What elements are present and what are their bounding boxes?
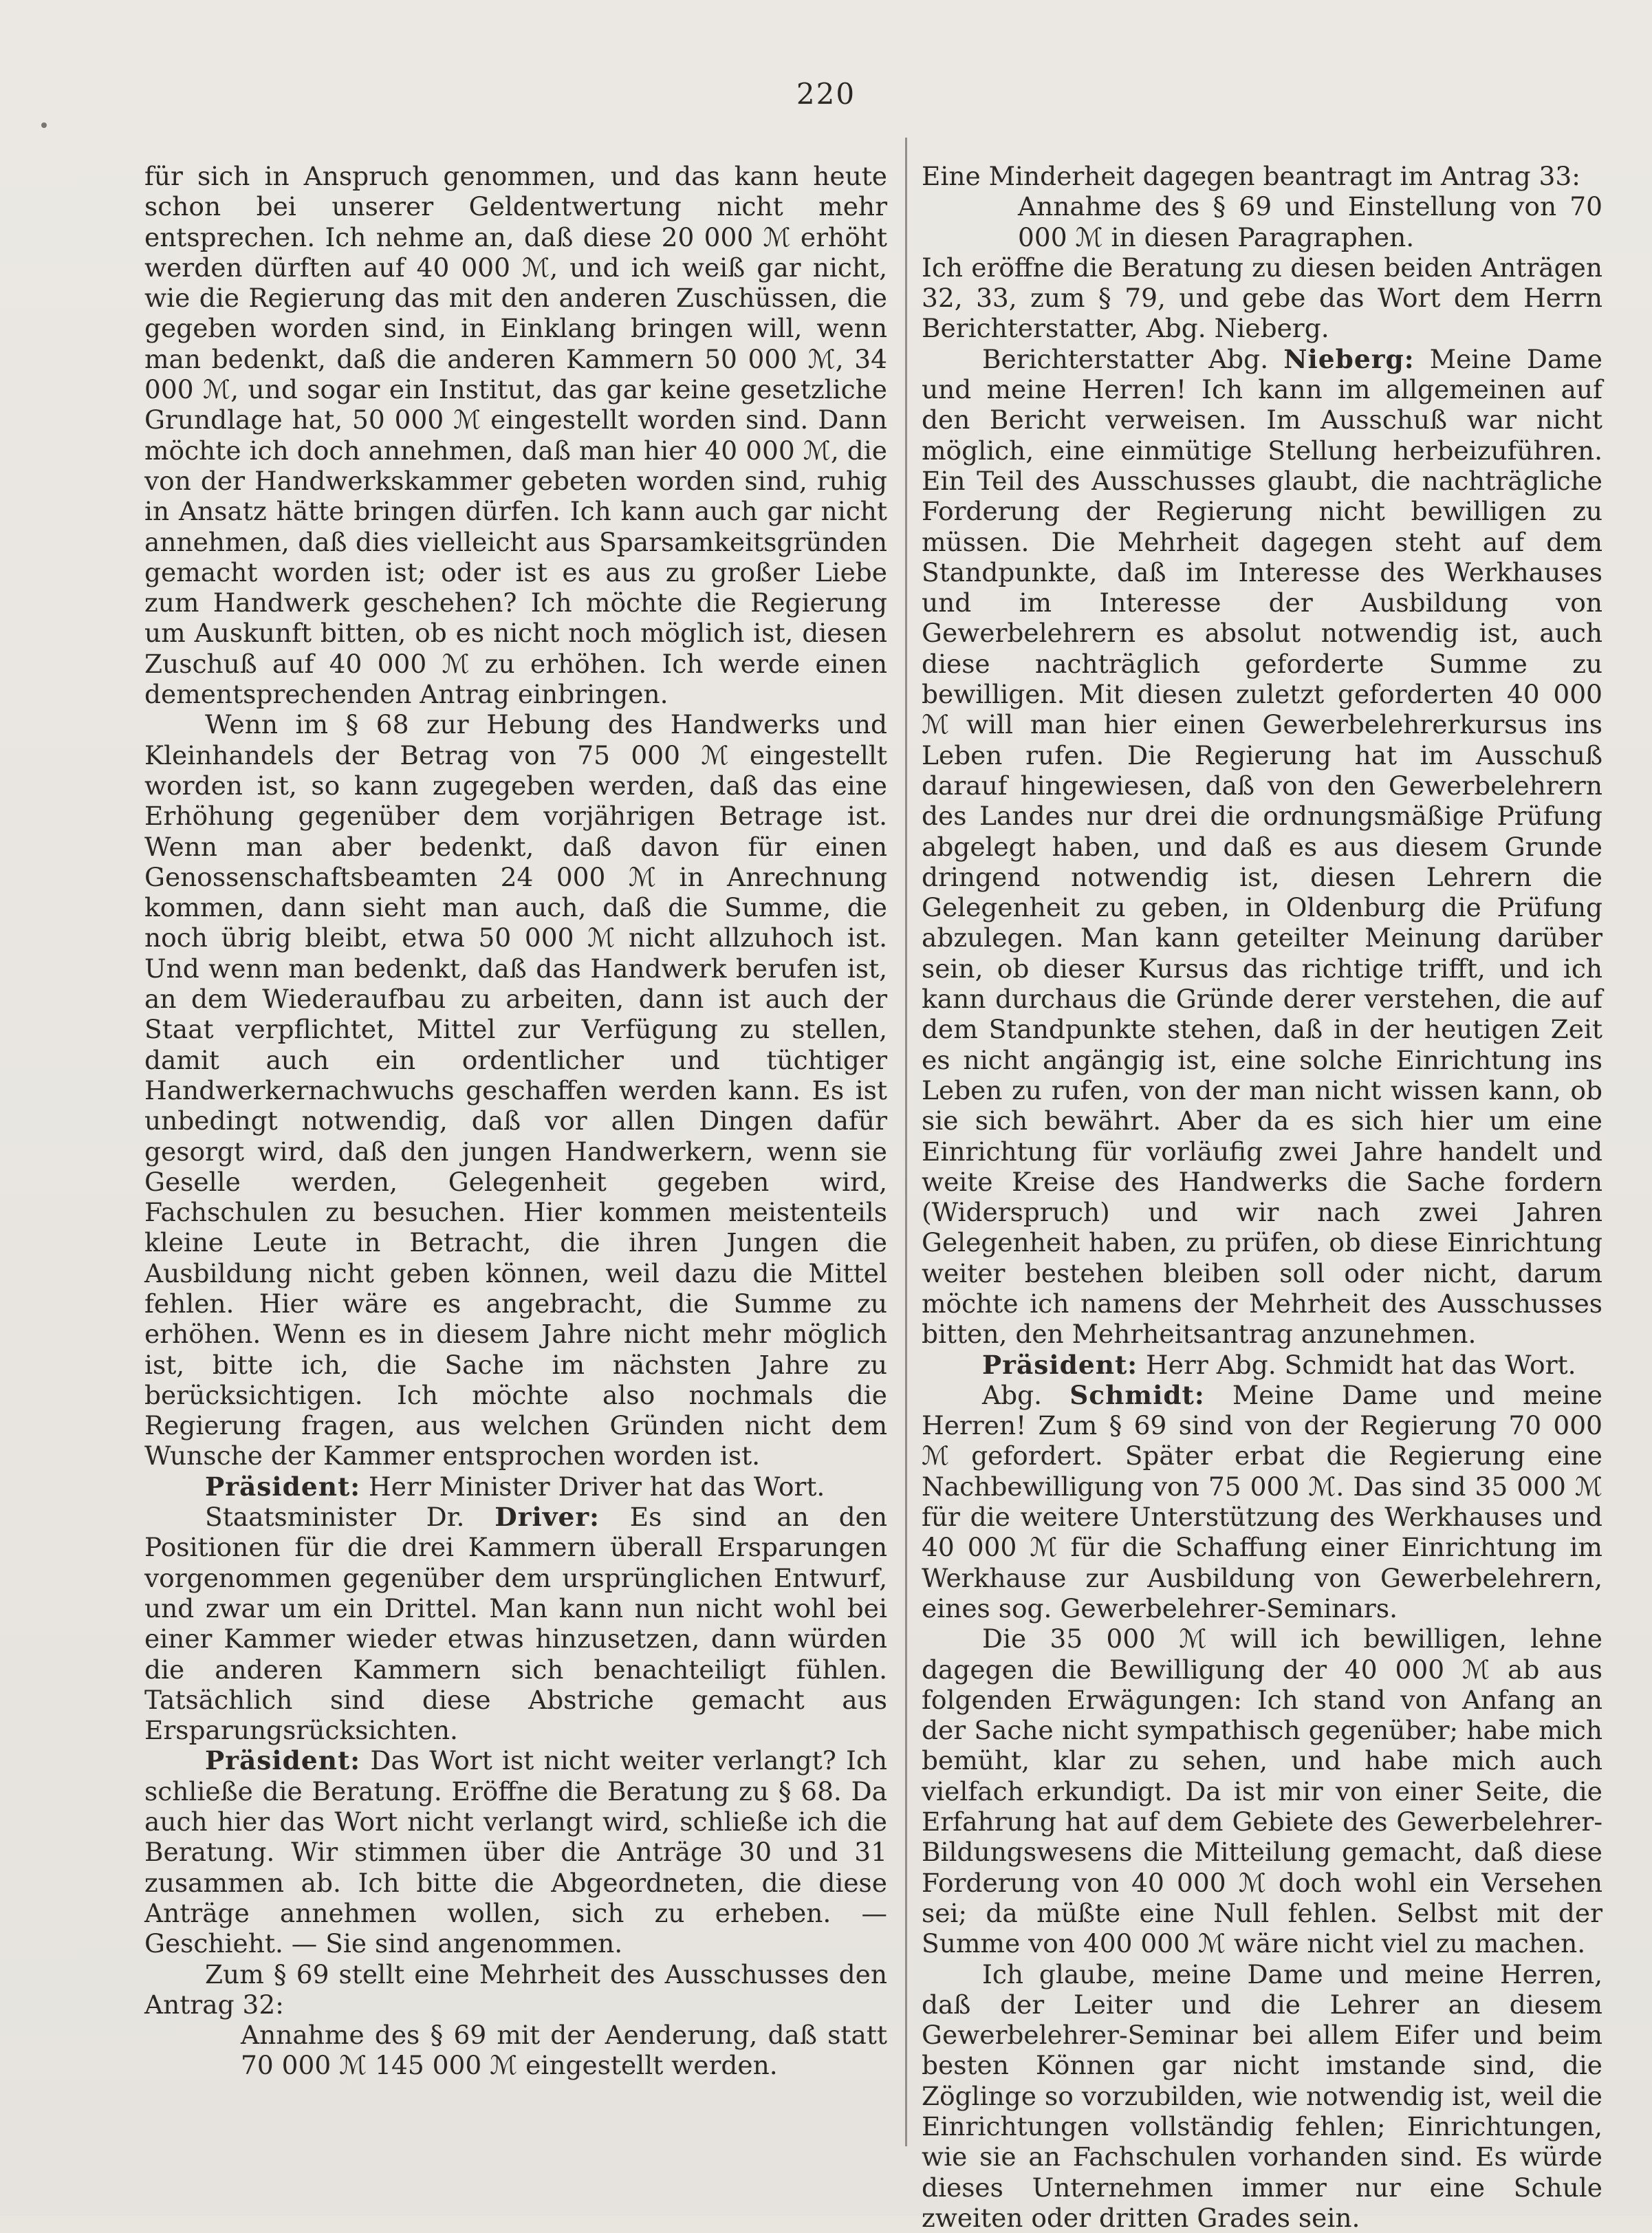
left-column [144,161,887,2081]
speech-paragraph [144,1745,887,1959]
speaker-role: Staatsminister Dr. [205,1502,495,1533]
speaker-name: Nieberg: [1283,343,1415,374]
speech-text: Es sind an den Positionen für die drei Kammern überall Ersparungen vorgenommen gegenüber dem ursprünglichen Entwurf, und zwar um ein Drittel. Man kann nun nicht wohl bei einer Kammer wieder etwas hinzusetzen, dann würden die anderen Kammern sich benachteiligt fühlen. Tatsächlich sind diese Abstriche gemacht aus Ersparungsrücksichten. [144,1502,887,1746]
speech-text: Herr Abg. Schmidt hat das Wort. [1138,1349,1576,1380]
paragraph [922,1959,1602,2233]
motion-quote [144,2020,887,2081]
paragraph-text: Annahme des § 69 mit der Aenderung, daß statt 70 000 ℳ 145 000 ℳ eingestellt werden. [241,2020,887,2081]
speech-text: Herr Minister Driver hat das Wort. [360,1471,825,1502]
paragraph [922,252,1602,344]
speech-paragraph [922,1350,1602,1380]
speaker-role: Berichterstatter Abg. [982,343,1284,374]
motion-quote [922,191,1602,252]
paragraph [144,161,887,709]
paragraph-text: Ich eröffne die Beratung zu diesen beiden Anträgen 32, 33, zum § 79, und gebe das Wort dem Herrn Berichterstatter, Abg. Nieberg. [922,252,1602,344]
paragraph-text: Eine Minderheit dagegen beantragt im Antrag 33: [922,161,1580,191]
speech-paragraph [922,344,1602,1350]
speech-text: Meine Dame und meine Herren! Zum § 69 sind von der Regierung 70 000 ℳ gefordert. Später erbat die Regierung eine Nachbewilligung von 75 000 ℳ. Das sind 35 000 ℳ für die weitere Unterstützung des Werkhauses und 40 000 ℳ für die Schaffung einer Einrichtung im Werkhause zur Ausbildung von Gewerbelehrern, eines sog. Gewerbelehrer-Seminars. [922,1379,1602,1623]
ink-speck [41,122,47,128]
speaker-name: Präsident: [205,1745,361,1776]
paragraph-text: Ich glaube, meine Dame und meine Herren, daß der Leiter und die Lehrer an diesem Gewerbelehrer-Seminar bei allem Eifer und beim besten Können gar nicht imstande sind, die Zöglinge so vorzubilden, wie notwendig ist, weil die Einrichtungen vollständig fehlen; Einrichtungen, wie sie an Fachschulen vorhanden sind. Es würde dieses Unternehmen immer nur eine Schule zweiten oder dritten Grades sein. [922,1959,1602,2233]
page-number: 220 [796,77,856,111]
paragraph [144,1959,887,2020]
speaker-name: Schmidt: [1069,1379,1205,1410]
speech-paragraph [922,1380,1602,1623]
paragraph [144,709,887,1471]
paragraph-text: Zum § 69 stellt eine Mehrheit des Ausschusses den Antrag 32: [144,1959,887,2020]
paragraph [922,1623,1602,1959]
speaker-name: Präsident: [982,1349,1138,1380]
paragraph-text: Annahme des § 69 und Einstellung von 70 000 ℳ in diesen Paragraphen. [1018,191,1602,252]
paragraph-text: für sich in Anspruch genommen, und das kann heute schon bei unserer Geldentwertung nicht mehr entsprechen. Ich nehme an, daß diese 20 000 ℳ erhöht werden dürften auf 40 000 ℳ, und ich weiß gar nicht, wie die Regierung das mit den anderen Zuschüssen, die gegeben worden sind, in Einklang bringen will, wenn man bedenkt, daß die anderen Kammern 50 000 ℳ, 34 000 ℳ, und sogar ein Institut, das gar keine gesetzliche Grundlage hat, 50 000 ℳ eingestellt worden sind. Dann möchte ich doch annehmen, daß man hier 40 000 ℳ, die von der Handwerkskammer gebeten worden sind, ruhig in Ansatz hätte bringen dürfen. Ich kann auch gar nicht annehmen, daß dies vielleicht aus Sparsamkeitsgründen gemacht worden ist; oder ist es aus zu großer Liebe zum Handwerk geschehen? Ich möchte die Regierung um Auskunft bitten, ob es nicht noch möglich ist, diesen Zuschuß auf 40 000 ℳ zu erhöhen. Ich werde einen dementsprechenden Antrag einbringen. [144,161,887,710]
speaker-name: Präsident: [205,1471,361,1502]
paragraph-text: Die 35 000 ℳ will ich bewilligen, lehne dagegen die Bewilligung der 40 000 ℳ ab aus folgenden Erwägungen: Ich stand von Anfang an der Sache nicht sympathisch gegenüber; habe mich bemüht, klar zu sehen, und habe mich auch vielfach erkundigt. Da ist mir von einer Seite, die Erfahrung hat auf dem Gebiete des Gewerbelehrer-Bildungswesens die Mitteilung gemacht, daß diese Forderung von 40 000 ℳ doch wohl ein Versehen sei; da müßte eine Null fehlen. Selbst mit der Summe von 400 000 ℳ wäre nicht viel zu machen. [922,1623,1602,1959]
speaker-role: Abg. [982,1379,1070,1410]
speaker-name: Driver: [494,1502,600,1533]
right-column [922,161,1602,2233]
speech-text: Das Wort ist nicht weiter verlangt? Ich schließe die Beratung. Eröffne die Beratung zu § 68. Da auch hier das Wort nicht verlangt wird, schließe ich die Beratung. Wir stimmen über die Anträge 30 und 31 zusammen ab. Ich bitte die Abgeordneten, die diese Anträge annehmen wollen, sich zu erheben. — Geschieht. — Sie sind angenommen. [144,1745,887,1959]
paragraph-text: Wenn im § 68 zur Hebung des Handwerks und Kleinhandels der Betrag von 75 000 ℳ eingestellt worden ist, so kann zugegeben werden, daß das eine Erhöhung gegenüber dem vorjährigen Betrage ist. Wenn man aber bedenkt, daß davon für einen Genossenschaftsbeamten 24 000 ℳ in Anrechnung kommen, dann sieht man auch, daß die Summe, die noch übrig bleibt, etwa 50 000 ℳ nicht allzuhoch ist. Und wenn man bedenkt, daß das Handwerk berufen ist, an dem Wiederaufbau zu arbeiten, dann ist auch der Staat verpflichtet, Mittel zur Verfügung zu stellen, damit auch ein ordentlicher und tüchtiger Handwerkernachwuchs geschaffen werden kann. Es ist unbedingt notwendig, daß vor allen Dingen dafür gesorgt wird, daß den jungen Handwerkern, wenn sie Geselle werden, Gelegenheit gegeben wird, Fachschulen zu besuchen. Hier kommen meistenteils kleine Leute in Betracht, die ihren Jungen die Ausbildung nicht geben können, weil dazu die Mittel fehlen. Hier wäre es angebracht, die Summe zu erhöhen. Wenn es in diesem Jahre nicht mehr möglich ist, bitte ich, die Sache im nächsten Jahre zu berücksichtigen. Ich möchte also nochmals die Regierung fragen, aus welchen Gründen nicht dem Wunsche der Kammer entsprochen worden ist. [144,709,887,1471]
speech-paragraph [144,1471,887,1502]
speech-text: Meine Dame und meine Herren! Ich kann im allgemeinen auf den Bericht verweisen. Im Ausschuß war nicht möglich, eine einmütige Stellung herbeizuführen. Ein Teil des Ausschusses glaubt, die nachträgliche Forderung der Regierung nicht bewilligen zu müssen. Die Mehrheit dagegen steht auf dem Standpunkte, daß im Interesse des Werkhauses und im Interesse der Ausbildung von Gewerbelehrern es absolut notwendig ist, auch diese nachträglich geforderte Summe zu bewilligen. Mit diesen zuletzt geforderten 40 000 ℳ will man hier einen Gewerbelehrerkursus ins Leben rufen. Die Regierung hat im Ausschuß darauf hingewiesen, daß von den Gewerbelehrern des Landes nur drei die ordnungsmäßige Prüfung abgelegt haben, und daß es aus diesem Grunde dringend notwendig ist, diesen Lehrern die Gelegenheit zu geben, in Oldenburg die Prüfung abzulegen. Man kann geteilter Meinung darüber sein, ob dieser Kursus das richtige trifft, und ich kann durchaus die Gründe derer verstehen, die auf dem Standpunkte stehen, daß in der heutigen Zeit es nicht angängig ist, eine solche Einrichtung ins Leben zu rufen, von der man nicht wissen kann, ob sie sich bewährt. Aber da es sich hier um eine Einrichtung für vorläufig zwei Jahre handelt und weite Kreise des Handwerks die Sache fordern (Widerspruch) und wir nach zwei Jahren Gelegenheit haben, zu prüfen, ob diese Einrichtung weiter bestehen bleiben soll oder nicht, darum möchte ich namens der Mehrheit des Ausschusses bitten, den Mehrheitsantrag anzunehmen. [922,343,1602,1350]
speech-paragraph [144,1502,887,1745]
paragraph [922,161,1602,191]
column-divider [905,138,907,2146]
